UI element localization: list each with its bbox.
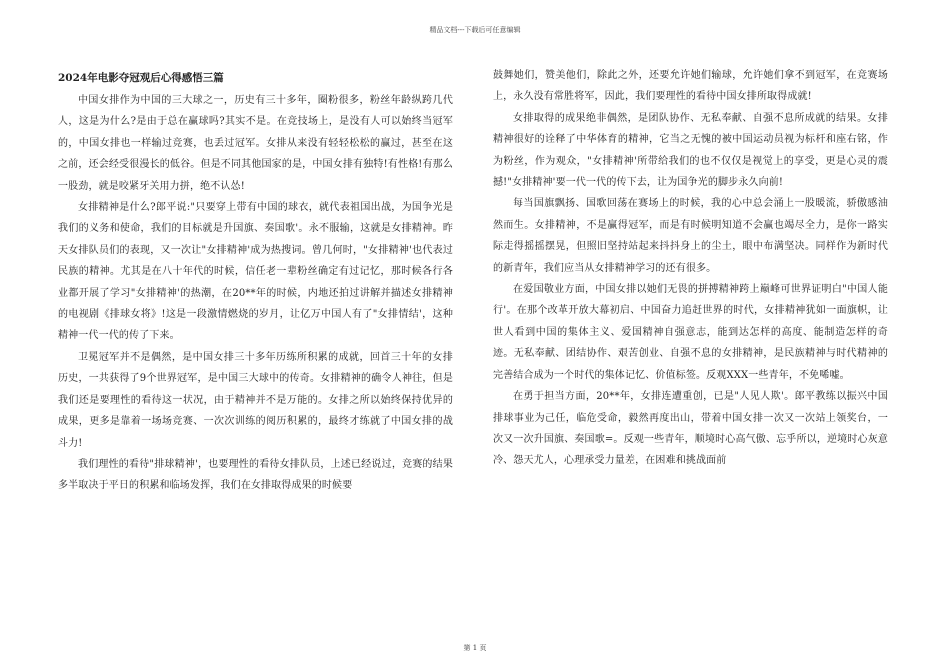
paragraph: 我们理性的看待"排球精神'，也要理性的看待女排队员，上述已经说过，竞赛的结果多半取决于平日的积累和临场发挥，我们在女排取得成果的时候要 — [58, 458, 453, 492]
paragraph: 中国女排作为中国的三大球之一，历史有三十多年，圈粉很多，粉丝年龄纵跨几代人，这是为什么?是由于总在赢球吗?其实不是。在竞技场上，是没有人可以始终当冠军的，中国女排也一样输过竞赛，也丢过冠军。女排从来没有轻轻松松的赢过，甚至在这之前，还会经受很漫长的低谷。但是不同其他国家的是，中国女排有独特!有性格!有那么一股劲，就是咬紧牙关用力拼，绝不认怂! — [58, 95, 453, 192]
paragraph: 在勇于担当方面，20**年，女排连遭重创，已是"人见人欺'。郎平教练以振兴中国排球事业为己任，临危受命，毅然再度出山，带着中国女排一次又一次站上领奖台，一次又一次升国旗、奏国歌=。反观一些青年，顺境时心高气傲、忘乎所以，逆境时心灰意冷、怨天尤人，心理承受力量差，在困难和挑战面前 — [493, 391, 888, 467]
page-title: 2024年电影夺冠观后心得感悟三篇 — [58, 72, 224, 84]
document-header-note: 精品文档---下载后可任意编辑 — [429, 26, 521, 34]
right-column — [493, 65, 888, 472]
paragraph-continuation: 鼓舞她们，赞美他们，除此之外，还要允许她们输球，允许她们拿不到冠军，在竞赛场上，永久没有常胜将军，因此，我们要理性的看待中国女排所取得成就! — [493, 70, 888, 103]
paragraph: 女排精神是什么?郎平说:"只要穿上带有中国的球衣，就代表祖国出战，为国争光是我们的义务和使命，我们的目标就是升国旗、奏国歌'。永不服输，这就是女排精神。昨天女排队员们的表现，又一次让"女排精神'成为热搜词。曾几何时，"女排精神'也代表过民族的精神。尤其是在八十年代的时候，信任老一辈粉丝确定有过记忆，那时候各行各业都开展了学习"女排精神'的热潮，在20**年的时候，内地还拍过讲解并描述女排精神的电视剧《排球女将》!这是一段激情燃烧的岁月，让亿万中国人有了"女排情结'，这种精神一代一代的传了下来。 — [58, 202, 453, 342]
paragraph: 每当国旗飘扬、国歌回荡在赛场上的时候，我的心中总会涌上一股暖流，骄傲感油然而生。女排精神，不是赢得冠军，而是有时候明知道不会赢也竭尽全力，是你一路实际走得摇摇摆晃，但照旧坚持站起来抖抖身上的尘土，眼中布满坚决。同样作为新时代的新青年，我们应当从女排精神学习的还有很多。 — [493, 198, 888, 274]
left-column — [58, 90, 453, 497]
paragraph: 在爱国敬业方面，中国女排以她们无畏的拼搏精神跨上巅峰可世界证明白"中国人能行'。在那个改革开放大幕初启、中国奋力追赶世界的时代，女排精神犹如一面旗帜，让世人看到中国的集体主义、爱国精神自强意志，能到达怎样的高度、能制造怎样的奇迹。无私奉献、团结协作、艰苦创业、自强不息的女排精神，是民族精神与时代精神的完善结合成为一个时代的集体记忆、价值标签。反观XXX一些青年，不免唏嘘。 — [493, 284, 888, 381]
page-number: 第 1 页 — [463, 644, 487, 652]
paragraph: 卫冕冠军并不是偶然，是中国女排三十多年历练所积累的成就，回首三十年的女排历史，一共获得了9个世界冠军，是中国三大球中的传奇。女排精神的确令人神往，但是我们还是要理性的看待这一状况，由于精神并不是万能的。女排之所以始终保持优异的成果，更多是靠着一场场竞赛、一次次训练的阅历积累的，最终才练就了中国女排的战斗力! — [58, 351, 453, 449]
paragraph: 女排取得的成果绝非偶然，是团队协作、无私奉献、自强不息所成就的结果。女排精神很好的诠释了中华体育的精神，它当之无愧的被中国运动员视为标杆和座右铭，作为粉丝，作为观众，"女排精神'所带给我们的也不仅仅是视觉上的享受，更是心灵的震撼!"女排精神'要一代一代的传下去，让为国争光的脚步永久向前! — [493, 112, 888, 189]
